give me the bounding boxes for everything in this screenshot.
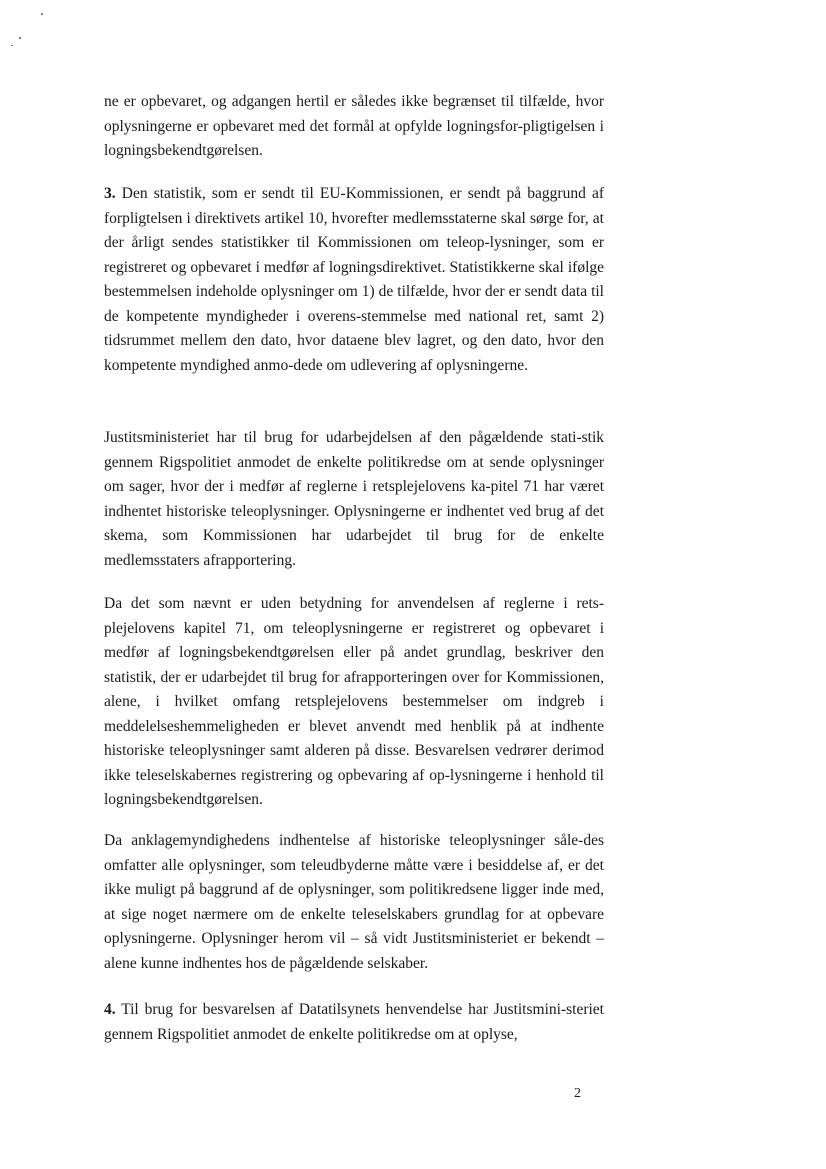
paragraph-text: Den statistik, som er sendt til EU-Kommissionen, er sendt på baggrund af forpligtelsen i direktivets artikel 10, hvorefter medlemsstaterne skal sørge for, at der årligt sendes statistikker til Kommissionen om teleop-lysninger, som er registreret og opbevaret i medfør af logningsdirektivet. Statistikkerne skal ifølge bestemmelsen indeholde oplysninger om 1) de tilfælde, hvor der er sendt data til de kompetente myndigheder i overens-stemmelse med national ret, samt 2) tidsrummet mellem den dato, hvor dataene blev lagret, og den dato, hvor den kompetente myndighed anmo-dede om udlevering af oplysningerne. bbox=[104, 185, 604, 374]
paragraph-text: Til brug for besvarelsen af Datatilsynets henvendelse har Justitsmini-steriet gennem Rigspolitiet anmodet de enkelte politikredse om at oplyse, bbox=[104, 1001, 604, 1043]
section-number: 4. bbox=[104, 1001, 116, 1018]
section-number: 3. bbox=[104, 185, 116, 202]
paragraph bbox=[104, 426, 604, 573]
paragraph-text: Da anklagemyndighedens indhentelse af historiske teleoplysninger såle-des omfatter alle oplysninger, som teleudbyderne måtte være i besiddelse af, er det ikke muligt på baggrund af de oplysninger, som politikredsene ligger inde med, at sige noget nærmere om de enkelte teleselskabers grundlag for at opbevare oplysningerne. Oplysninger herom vil – så vidt Justitsministeriet er bekendt – alene kunne indhentes hos de pågældende selskaber. bbox=[104, 832, 604, 972]
paragraph bbox=[104, 829, 604, 976]
scan-speck bbox=[19, 37, 21, 39]
paragraph-text: Justitsministeriet har til brug for udarbejdelsen af den pågældende stati-stik gennem Rigspolitiet anmodet de enkelte politikredse om at sende oplysninger om sager, hvor der i medfør af reglerne i retsplejelovens ka-pitel 71 har været indhentet historiske teleoplysninger. Oplysningerne er indhentet ved brug af det skema, som Kommissionen har udarbejdet til brug for de enkelte medlemsstaters afrapportering. bbox=[104, 429, 604, 569]
scan-speck bbox=[11, 45, 13, 46]
paragraph-section-4 bbox=[104, 998, 604, 1047]
page-number: 2 bbox=[574, 1086, 581, 1101]
paragraph-text: ne er opbevaret, og adgangen hertil er således ikke begrænset til tilfælde, hvor oplysningerne er opbevaret med det formål at opfylde logningsfor-pligtigelsen i logningsbekendtgørelsen. bbox=[104, 93, 604, 159]
scan-speck bbox=[41, 13, 43, 15]
paragraph bbox=[104, 592, 604, 813]
paragraph-text: Da det som nævnt er uden betydning for anvendelsen af reglerne i rets-plejelovens kapitel 71, om teleoplysningerne er registreret og opbevaret i medfør af logningsbekendtgørelsen eller på andet grundlag, beskriver den statistik, der er udarbejdet til brug for afrapporteringen over for Kommissionen, alene, i hvilket omfang retsplejelovens bestemmelser om indgreb i meddelelseshemmeligheden er blevet anvendt med henblik på at indhente historiske teleoplysninger samt alderen på disse. Besvarelsen vedrører derimod ikke teleselskabernes registrering og opbevaring af op-lysningerne i henhold til logningsbekendtgørelsen. bbox=[104, 595, 604, 808]
paragraph-section-3 bbox=[104, 182, 604, 378]
paragraph-continued bbox=[104, 90, 604, 164]
